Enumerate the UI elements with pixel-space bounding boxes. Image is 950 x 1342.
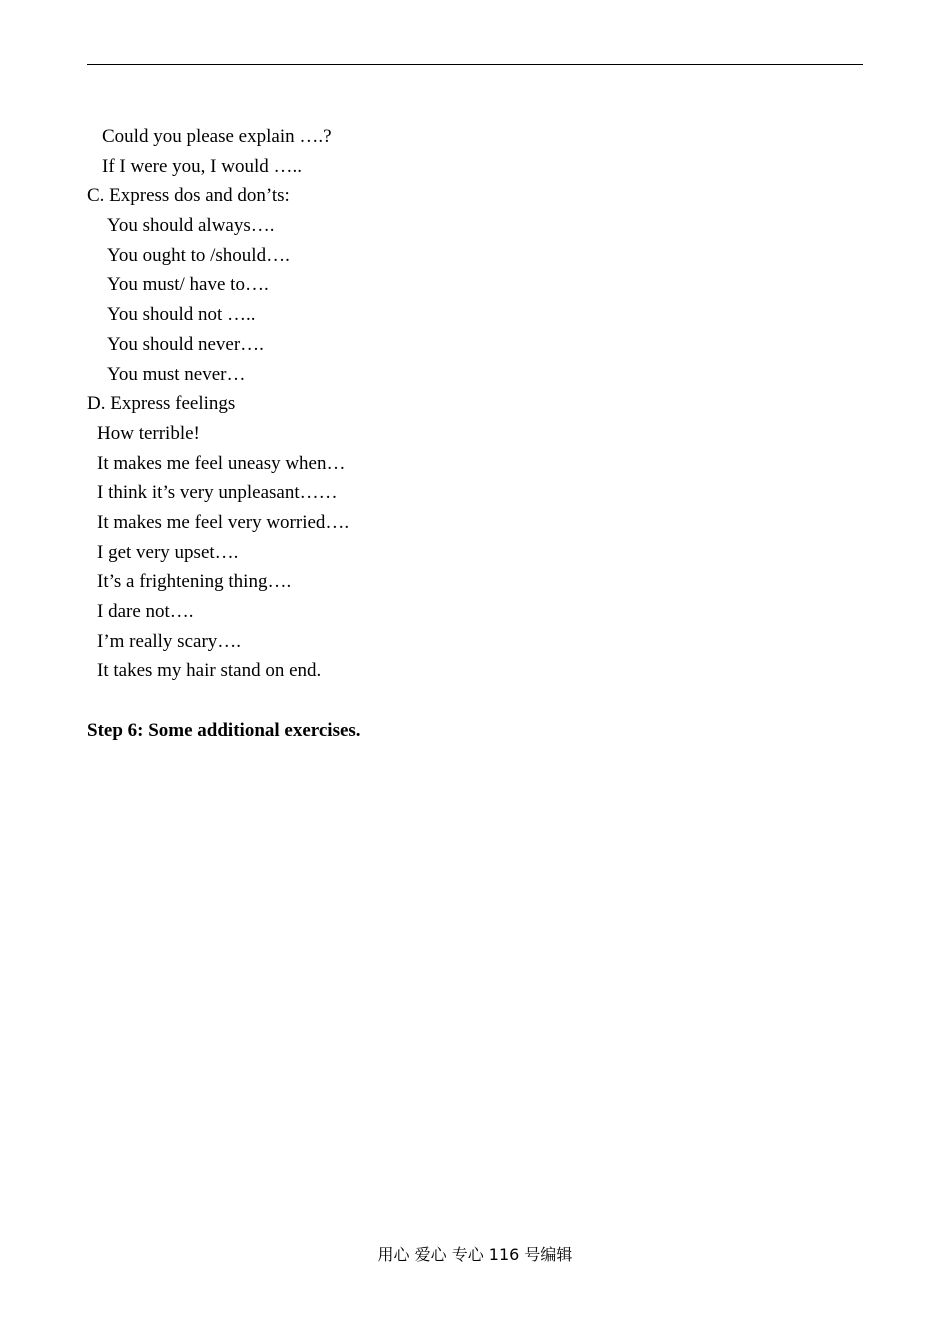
intro-line: Could you please explain ….? [102,126,332,147]
list-item: It takes my hair stand on end. [97,660,322,682]
list-item: It makes me feel very worried…. [97,511,350,533]
list-item: You should always…. [107,215,275,237]
list-item: How terrible! [97,422,200,444]
list-item: You should never…. [107,333,264,355]
step-6-heading: Step 6: Some additional exercises. [87,719,361,741]
page-footer: 用心 爱心 专心 116 号编辑 [377,1245,573,1264]
list-item: You must/ have to…. [107,274,269,296]
list-item: You ought to /should…. [107,244,290,266]
intro-line: If I were you, I would ….. [102,155,302,177]
list-item: I think it’s very unpleasant…… [97,482,338,504]
list-item: It’s a frightening thing…. [97,571,292,593]
document-body [87,122,863,745]
section-d-heading: D. Express feelings [87,393,236,415]
list-item: I dare not…. [97,601,194,622]
list-item: I get very upset…. [97,541,239,563]
list-item: You should not ….. [107,304,256,326]
list-item: It makes me feel uneasy when… [97,452,346,474]
spacer [87,686,863,716]
section-c-heading: C. Express dos and don’ts: [87,185,290,207]
list-item: I’m really scary…. [97,630,242,652]
list-item: You must never… [107,363,246,385]
header-rule [87,64,863,65]
